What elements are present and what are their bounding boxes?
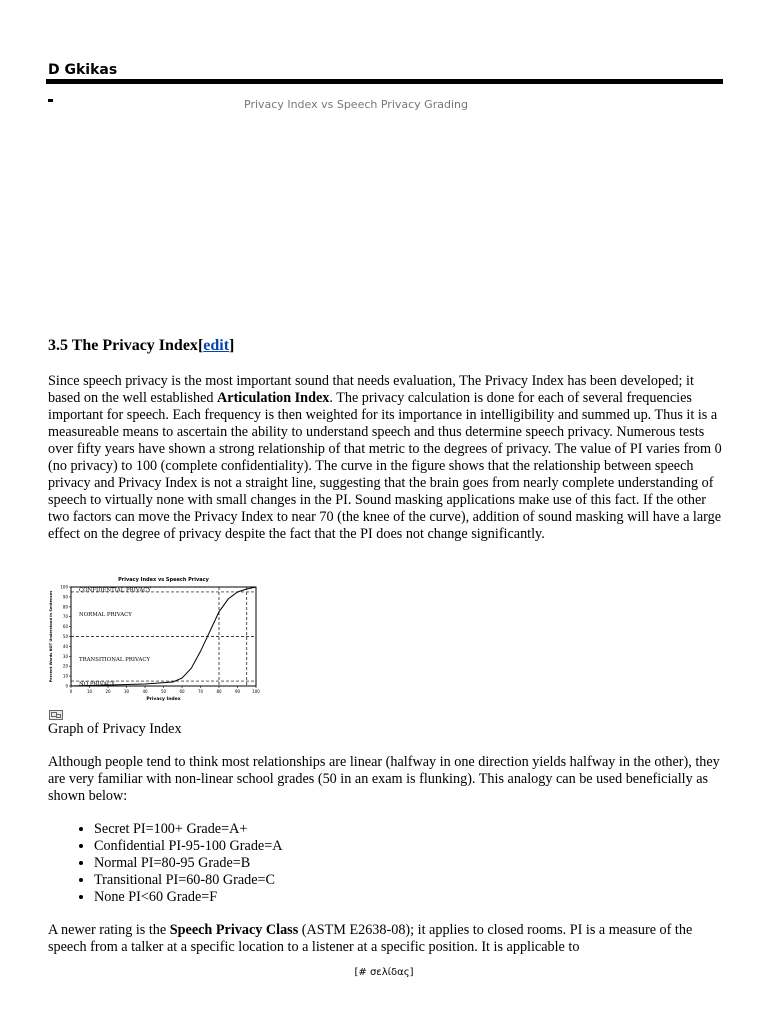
y-tick-label: 80: [62, 604, 68, 610]
x-tick-label: 20: [105, 689, 111, 694]
region-label: TRANSITIONAL PRIVACY: [79, 656, 151, 663]
enlarge-icon[interactable]: [49, 710, 63, 720]
term-speech-privacy-class: Speech Privacy Class: [169, 922, 299, 938]
x-axis-label: Privacy Index: [146, 697, 181, 702]
x-tick-label: 60: [179, 689, 185, 694]
clipped-header-line: [46, 90, 723, 111]
y-tick-label: 30: [62, 653, 68, 659]
y-tick-label: 0: [65, 683, 68, 689]
x-tick-label: 80: [216, 689, 222, 694]
bracket-open: [: [197, 337, 204, 354]
list-item: • Normal PI=80-95 Grade=B: [94, 855, 282, 872]
list-item: • Confidential PI-95-100 Grade=A: [94, 838, 282, 855]
paragraph-privacy-index: [48, 373, 724, 543]
section-heading-text: 3.5 The Privacy Index: [48, 337, 198, 354]
term-articulation-index: Articulation Index: [217, 390, 330, 406]
x-tick-label: 100: [252, 689, 260, 694]
paragraph-speech-privacy-class: [48, 922, 724, 956]
y-tick-label: 40: [62, 643, 68, 649]
para3-text-a: A newer rating is the: [48, 922, 170, 938]
y-tick-label: 60: [62, 624, 68, 630]
y-axis-label: Percent Words NOT Understood in Sentences: [49, 590, 53, 683]
para1-text-a: Since speech privacy is the most important sound that needs evaluation, The Privacy Index has been developed; it based on the well established: [48, 373, 694, 406]
x-tick-label: 10: [86, 689, 93, 694]
list-item: • None PI<60 Grade=F: [94, 889, 282, 906]
region-label: NO PRIVACY: [79, 681, 115, 688]
page-number: [# σελίδας]: [354, 967, 414, 978]
section-heading: [48, 337, 234, 355]
y-tick-label: 100: [60, 584, 68, 590]
chart-title: Privacy Index vs Speech Privacy: [118, 577, 209, 583]
x-tick-label: 50: [160, 689, 167, 694]
x-tick-label: 70: [197, 689, 204, 694]
clipped-dash: [48, 99, 53, 102]
running-header-author: D Gkikas: [48, 62, 118, 78]
edit-link[interactable]: edit: [203, 337, 230, 354]
y-tick-label: 90: [62, 594, 68, 600]
para1-text-b: . The privacy calculation is done for each of several frequencies important for speech. Each frequency is then weighted for its importance in intelligibility and summed up. Thus it is a measureable means to ascertain the ability to understand speech and thus determine speech privacy. Numerous tests over fifty years have shown a strong relationship of that metric to the degrees of privacy. The value of PI varies from 0 (no privacy) to 100 (complete confidentiality). The curve in the figure shows that the relationship between speech privacy and Privacy Index is not a straight line, suggesting that the brain goes from nearly complete understanding of speech to virtually none with small changes in the PI. Sound masking applications make use of this fact. If the other two factors can move the Privacy Index to near 70 (the knee of the curve), addition of sound masking will have a large effect on the degree of privacy despite the fact that the PI does not change significantly.: [48, 390, 722, 542]
x-tick-label: 40: [142, 689, 148, 694]
privacy-index-graph[interactable]: [46, 573, 262, 707]
y-tick-label: 10: [62, 673, 68, 679]
region-label: CONFIDENTIAL PRIVACY: [79, 587, 151, 594]
x-tick-label: 90: [234, 689, 241, 694]
y-tick-label: 50: [62, 634, 68, 639]
paragraph-grade-analogy: Although people tend to think most relationships are linear (halfway in one direction yields halfway in the other), they are very familiar with non-linear school grades (50 in an exam is flunking). This analogy can be used beneficially as shown below:: [48, 754, 720, 804]
list-item: • Transitional PI=60-80 Grade=C: [94, 872, 282, 889]
grade-list: [48, 821, 282, 906]
y-tick-label: 20: [62, 663, 68, 669]
x-tick-label: 30: [123, 689, 130, 694]
bracket-close: ]: [229, 337, 235, 354]
x-tick-label: 0: [69, 689, 73, 694]
region-label: NORMAL PRIVACY: [79, 612, 132, 619]
list-item: • Secret PI=100+ Grade=A+: [94, 821, 282, 838]
figure-caption: Graph of Privacy Index: [48, 721, 182, 737]
para3-text-b: (ASTM E2638-08); it applies to closed rooms. PI is a measure of the speech from a talker at a specific location to a listener at a specific position. It is applicable to: [48, 922, 693, 955]
clipped-text: Privacy Index vs Speech Privacy Grading: [244, 98, 468, 111]
y-tick-label: 70: [62, 614, 68, 620]
header-rule: [46, 79, 723, 84]
